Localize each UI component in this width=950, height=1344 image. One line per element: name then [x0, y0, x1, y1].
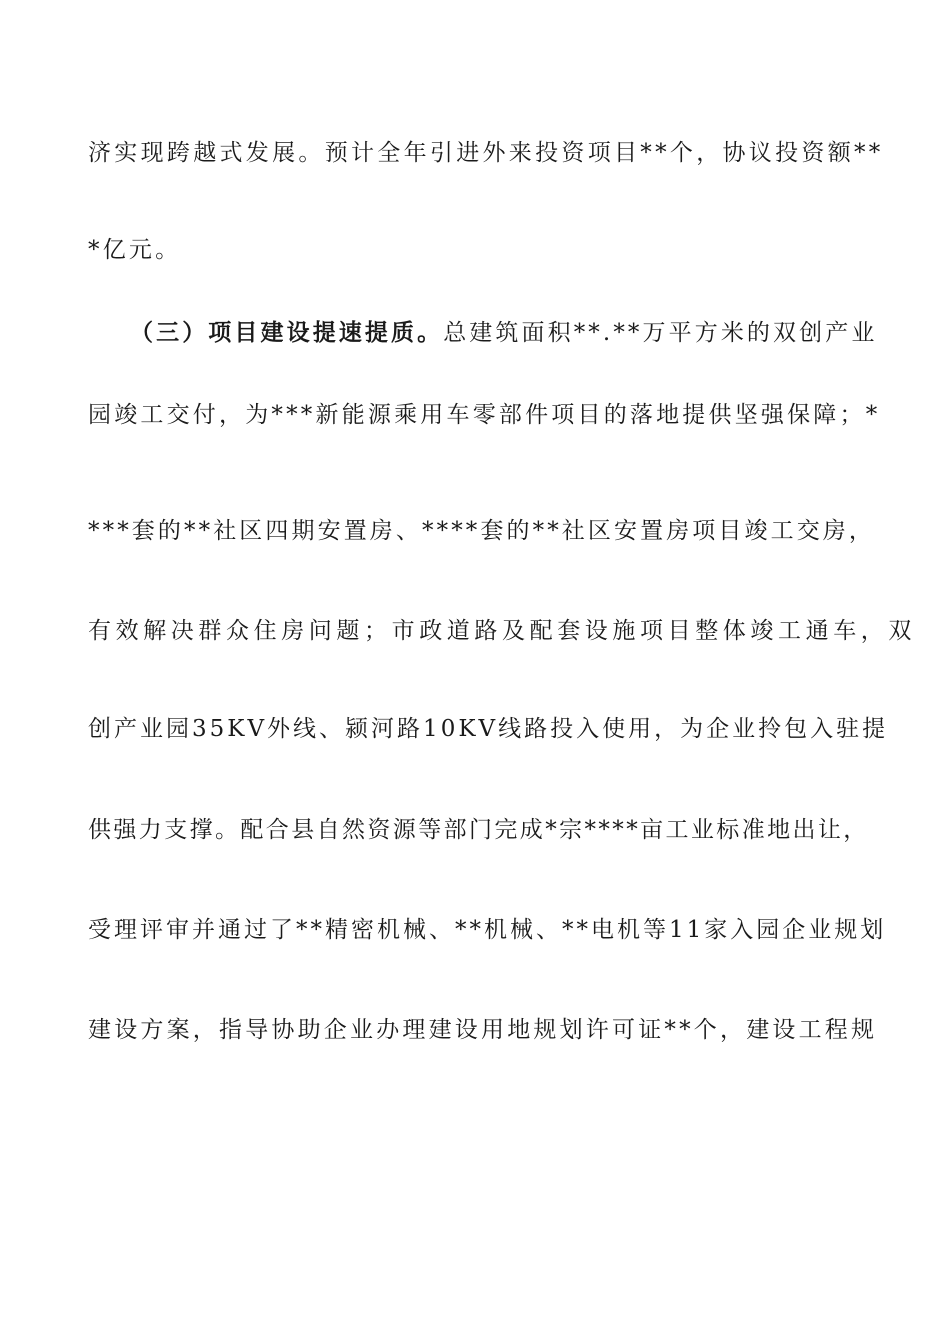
paragraph-line: 受理评审并通过了**精密机械、**机械、**电机等11家入园企业规划 [88, 917, 887, 943]
paragraph-line: ***套的**社区四期安置房、****套的**社区安置房项目竣工交房， [88, 518, 875, 544]
paragraph-line: 建设方案，指导协助企业办理建设用地规划许可证**个，建设工程规 [88, 1017, 878, 1043]
section-lead-text: 总建筑面积**.**万平方米的双创产业 [443, 320, 878, 346]
section-heading-line [130, 313, 920, 353]
paragraph-line: *亿元。 [88, 237, 182, 263]
section-heading: （三）项目建设提速提质。 [130, 320, 444, 346]
paragraph-line: 供强力支撑。配合县自然资源等部门完成*宗****亩工业标准地出让， [88, 817, 869, 843]
paragraph-line: 有效解决群众住房问题；市政道路及配套设施项目整体竣工通车，双 [88, 618, 916, 644]
paragraph-line: 园竣工交付，为***新能源乘用车零部件项目的落地提供坚强保障；* [88, 402, 881, 428]
paragraph-line: 创产业园35KV外线、颍河路10KV线路投入使用，为企业拎包入驻提 [88, 716, 889, 742]
paragraph-line: 济实现跨越式发展。预计全年引进外来投资项目**个，协议投资额** [88, 140, 884, 166]
